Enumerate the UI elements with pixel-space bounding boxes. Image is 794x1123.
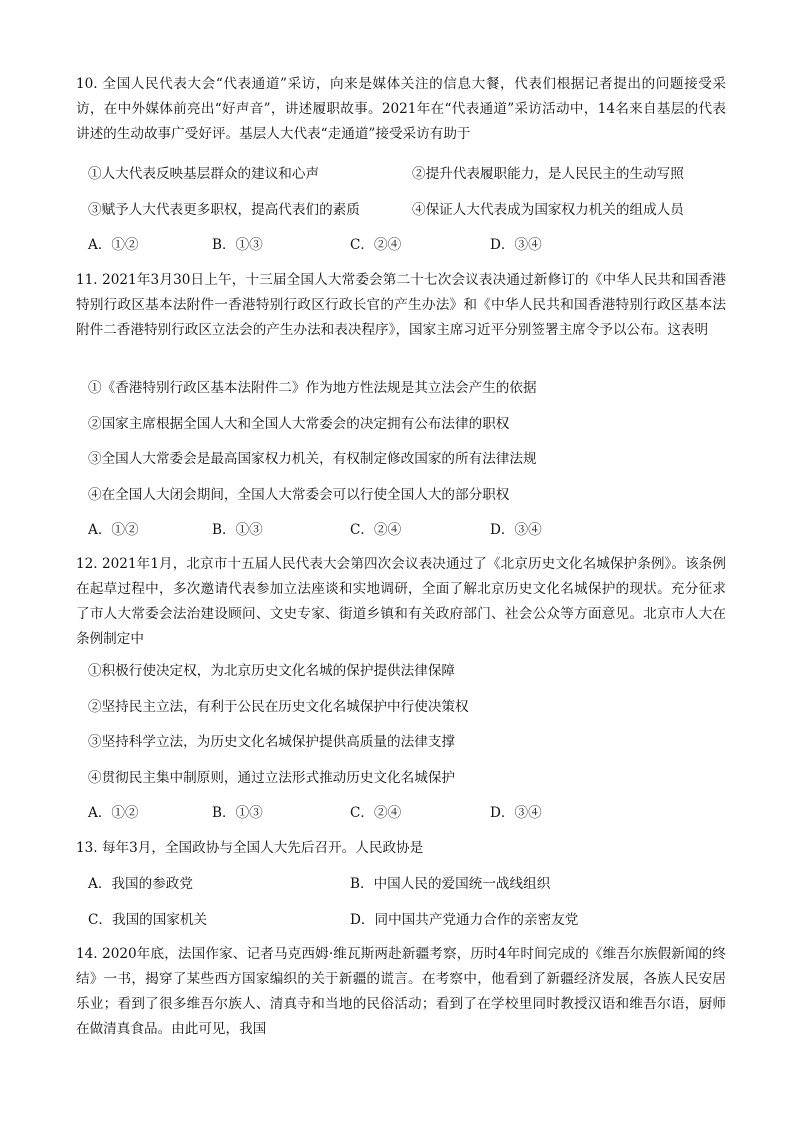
statement-row <box>76 447 726 465</box>
statement: ②国家主席根据全国人大和全国人大常委会的决定拥有公布法律的职权 <box>88 416 510 432</box>
question-13 <box>76 836 726 928</box>
statement: ②坚持民主立法，有利于公民在历史文化名城保护中行使决策权 <box>88 699 469 715</box>
choice-b[interactable]: B．中国人民的爱国统一战线组织 <box>350 876 551 892</box>
choice-d[interactable]: D．③④ <box>490 522 542 538</box>
choice-a[interactable]: A．①② <box>88 522 139 538</box>
statement: ④贯彻民主集中制原则，通过立法形式推动历史文化名城保护 <box>88 770 456 786</box>
question-12 <box>76 552 726 821</box>
statement: ④保证人大代表成为国家权力机关的组成人员 <box>412 202 684 218</box>
choice-row <box>76 801 726 819</box>
statement-row <box>76 162 726 180</box>
statement-row <box>76 695 726 713</box>
statement-row <box>76 412 726 430</box>
choice-d[interactable]: D．同中国共产党通力合作的亲密友党 <box>350 912 579 928</box>
choice-a[interactable]: A．①② <box>88 805 139 821</box>
choice-b[interactable]: B．①③ <box>212 237 263 253</box>
statement-row <box>76 483 726 501</box>
choice-b[interactable]: B．①③ <box>212 805 263 821</box>
statement: ①人大代表反映基层群众的建议和心声 <box>88 166 320 182</box>
choice-row <box>76 908 726 926</box>
choice-d[interactable]: D．③④ <box>490 805 542 821</box>
choice-a[interactable]: A．①② <box>88 237 139 253</box>
choice-row <box>76 872 726 890</box>
choice-row <box>76 518 726 536</box>
statement: ②提升代表履职能力，是人民民主的生动写照 <box>412 166 684 182</box>
statement-row <box>76 730 726 748</box>
statement: ①积极行使决定权，为北京历史文化名城的保护提供法律保障 <box>88 663 456 679</box>
choice-c[interactable]: C．我国的国家机关 <box>88 912 208 928</box>
choice-c[interactable]: C．②④ <box>350 237 402 253</box>
statement: ③全国人大常委会是最高国家权力机关，有权制定修改国家的所有法律法规 <box>88 451 537 467</box>
question-stem: 10. 全国人民代表大会“代表通道”采访，向来是媒体关注的信息大餐，代表们根据记者提出的问题接受采访，在中外媒体前亮出“好声音”，讲述履职故事。2021年在“代表通道”采访活动中，14名来自基层的代表讲述的生动故事广受好评。基层人大代表“走通道”接受采访有助于 <box>76 76 726 142</box>
question-10 <box>76 72 726 253</box>
statement: ③赋予人大代表更多职权，提高代表们的素质 <box>88 202 360 218</box>
choice-row <box>76 233 726 251</box>
question-stem: 14. 2020年底，法国作家、记者马克西姆·维瓦斯两赴新疆考察，历时4年时间完成的《维吾尔族假新闻的终结》一书，揭穿了某些西方国家编织的关于新疆的谎言。在考察中，他看到了新疆经济发展，各族人民安居乐业；看到了很多维吾尔族人、清真寺和当地的民俗活动；看到了在学校里同时教授汉语和维吾尔语，厨师在做清真食品。由此可见，我国 <box>76 946 726 1037</box>
statement: ④在全国人大闭会期间，全国人大常委会可以行使全国人大的部分职权 <box>88 487 510 503</box>
question-14 <box>76 942 726 1042</box>
choice-c[interactable]: C．②④ <box>350 805 402 821</box>
question-stem: 12. 2021年1月，北京市十五届人民代表大会第四次会议表决通过了《北京历史文化名城保护条例》。该条例在起草过程中，多次邀请代表参加立法座谈和实地调研，全面了解北京历史文化名城保护的现状。充分征求了市人大常委会法治建设顾问、文史专家、街道乡镇和有关政府部门、社会公众等方面意见。北京市人大在条例制定中 <box>76 556 726 647</box>
choice-a[interactable]: A．我国的参政党 <box>88 876 193 892</box>
statement-row <box>76 198 726 216</box>
statement: ①《香港特别行政区基本法附件二》作为地方性法规是其立法会产生的依据 <box>88 380 537 396</box>
statement-row <box>76 659 726 677</box>
question-stem: 11. 2021年3月30日上午，十三届全国人大常委会第二十七次会议表决通过新修订的《中华人民共和国香港特别行政区基本法附件一香港特别行政区行政长官的产生办法》和《中华人民共和国香港特别行政区基本法附件二香港特别行政区立法会的产生办法和表决程序》，国家主席习近平分别签署主席令予以公布。这表明 <box>76 272 726 338</box>
question-stem: 13. 每年3月，全国政协与全国人大先后召开。人民政协是 <box>76 840 424 856</box>
statement-row <box>76 766 726 784</box>
choice-d[interactable]: D．③④ <box>490 237 542 253</box>
statement-row <box>76 376 726 394</box>
choice-c[interactable]: C．②④ <box>350 522 402 538</box>
choice-b[interactable]: B．①③ <box>212 522 263 538</box>
statement: ③坚持科学立法，为历史文化名城保护提供高质量的法律支撑 <box>88 734 456 750</box>
question-11 <box>76 268 726 538</box>
